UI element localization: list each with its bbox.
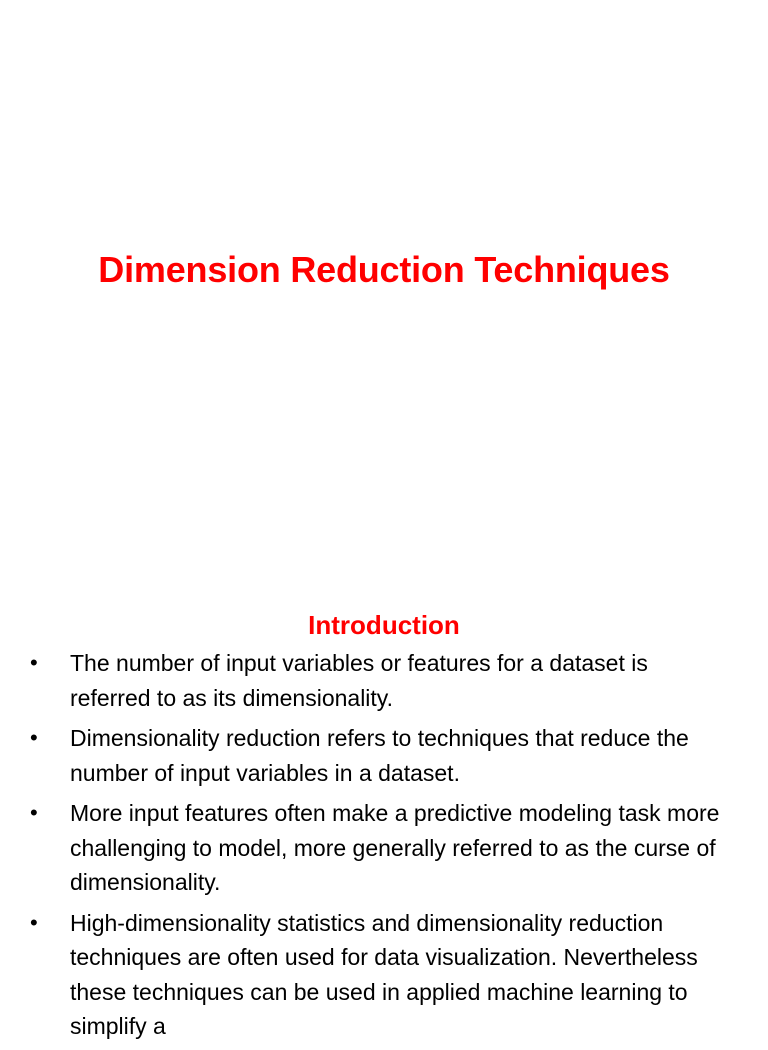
- bullet-icon: •: [30, 909, 38, 935]
- bullet-text: Dimensionality reduction refers to techniques that reduce the number of input variables in a dataset.: [70, 725, 689, 786]
- bullet-icon: •: [30, 725, 38, 750]
- slide-title: Dimension Reduction Techniques: [98, 249, 670, 290]
- bullet-text: More input features often make a predictive modeling task more challenging to model, more generally referred to as the curse of dimensionality.: [70, 800, 720, 895]
- bullet-list: [26, 646, 726, 1050]
- bullet-item: [26, 646, 726, 715]
- bullet-icon: •: [30, 650, 38, 675]
- bullet-text: The number of input variables or features for a dataset is referred to as its dimensionality.: [70, 650, 648, 711]
- bullet-item: [26, 721, 726, 790]
- bullet-icon: •: [30, 800, 38, 825]
- section-heading: Introduction: [308, 610, 460, 640]
- introduction-slide: [0, 576, 768, 1039]
- bullet-item: [26, 906, 726, 1044]
- bullet-item: [26, 796, 726, 900]
- bullet-text: High-dimensionality statistics and dimensionality reduction techniques are often used for data visualization. Nevertheless these techniques can be used in applied machine learning to simplify a: [70, 909, 698, 1039]
